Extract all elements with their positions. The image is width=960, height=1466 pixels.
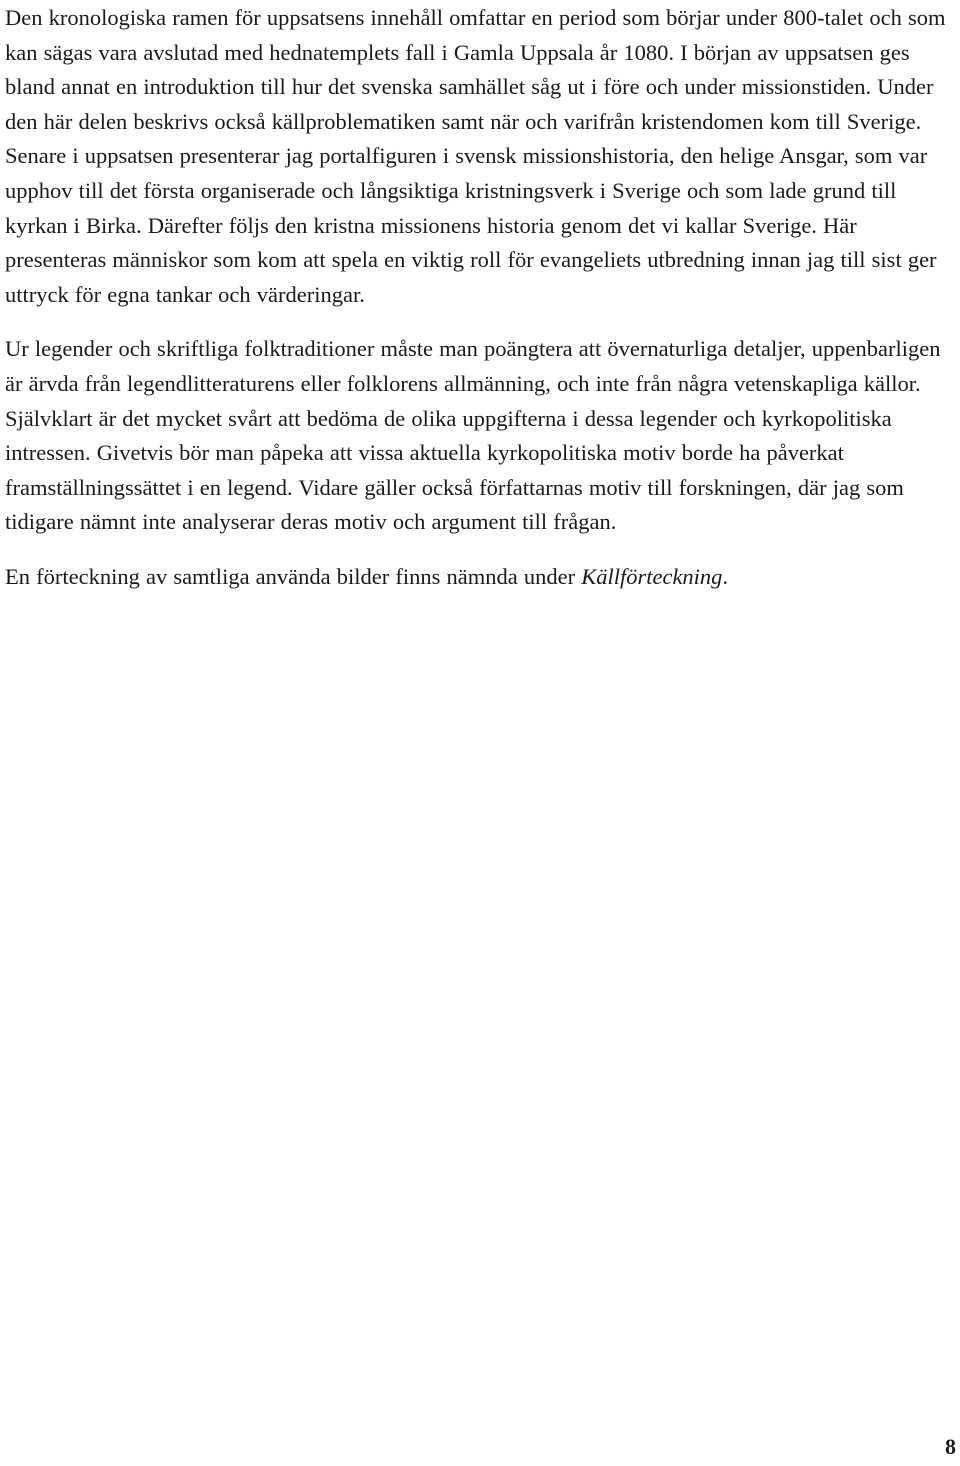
paragraph-image-list-text: En förteckning av samtliga använda bilder finns nämnda under [5, 563, 582, 589]
document-page [5, 0, 957, 595]
paragraph-image-list-end: . [722, 563, 729, 589]
paragraph-legends: Ur legender och skriftliga folktraditioner måste man poängtera att övernaturliga detaljer, uppenbarligen är ärvda från legendlitteraturens eller folklorens allmänning, och inte från några vetenskapliga källor. Självklart är det mycket svårt att bedöma de olika uppgifterna i dessa legender och kyrkopolitiska intressen. Givetvis bör man påpeka att vissa aktuella kyrkopolitiska motiv borde ha påverkat framställningssättet i en legend. Vidare gäller också författarnas motiv till forskningen, där jag som tidigare nämnt inte analyserar deras motiv och argument till frågan. [5, 336, 941, 535]
paragraph-chronology: Den kronologiska ramen för uppsatsens innehåll omfattar en period som börjar under 800-talet och som kan sägas vara avslutad med hednatemplets fall i Gamla Uppsala år 1080. I början av uppsatsen ges bland annat en introduktion till hur det svenska samhället såg ut i före och under missionstiden. Under den här delen beskrivs också källproblematiken samt när och varifrån kristendomen kom till Sverige. Senare i uppsatsen presenterar jag portalfiguren i svensk missionshistoria, den helige Ansgar, som var upphov till det första organiserade och långsiktiga kristningsverk i Sverige och som lade grund till kyrkan i Birka. Därefter följs den kristna missionens historia genom det vi kallar Sverige. Här presenteras människor som kom att spela en viktig roll för evangeliets utbredning innan jag till sist ger uttryck för egna tankar och värderingar. [5, 5, 946, 307]
page-number: 8 [945, 1434, 956, 1459]
source-list-reference: Källförteckning [581, 563, 723, 589]
paragraph-image-list [5, 560, 957, 595]
